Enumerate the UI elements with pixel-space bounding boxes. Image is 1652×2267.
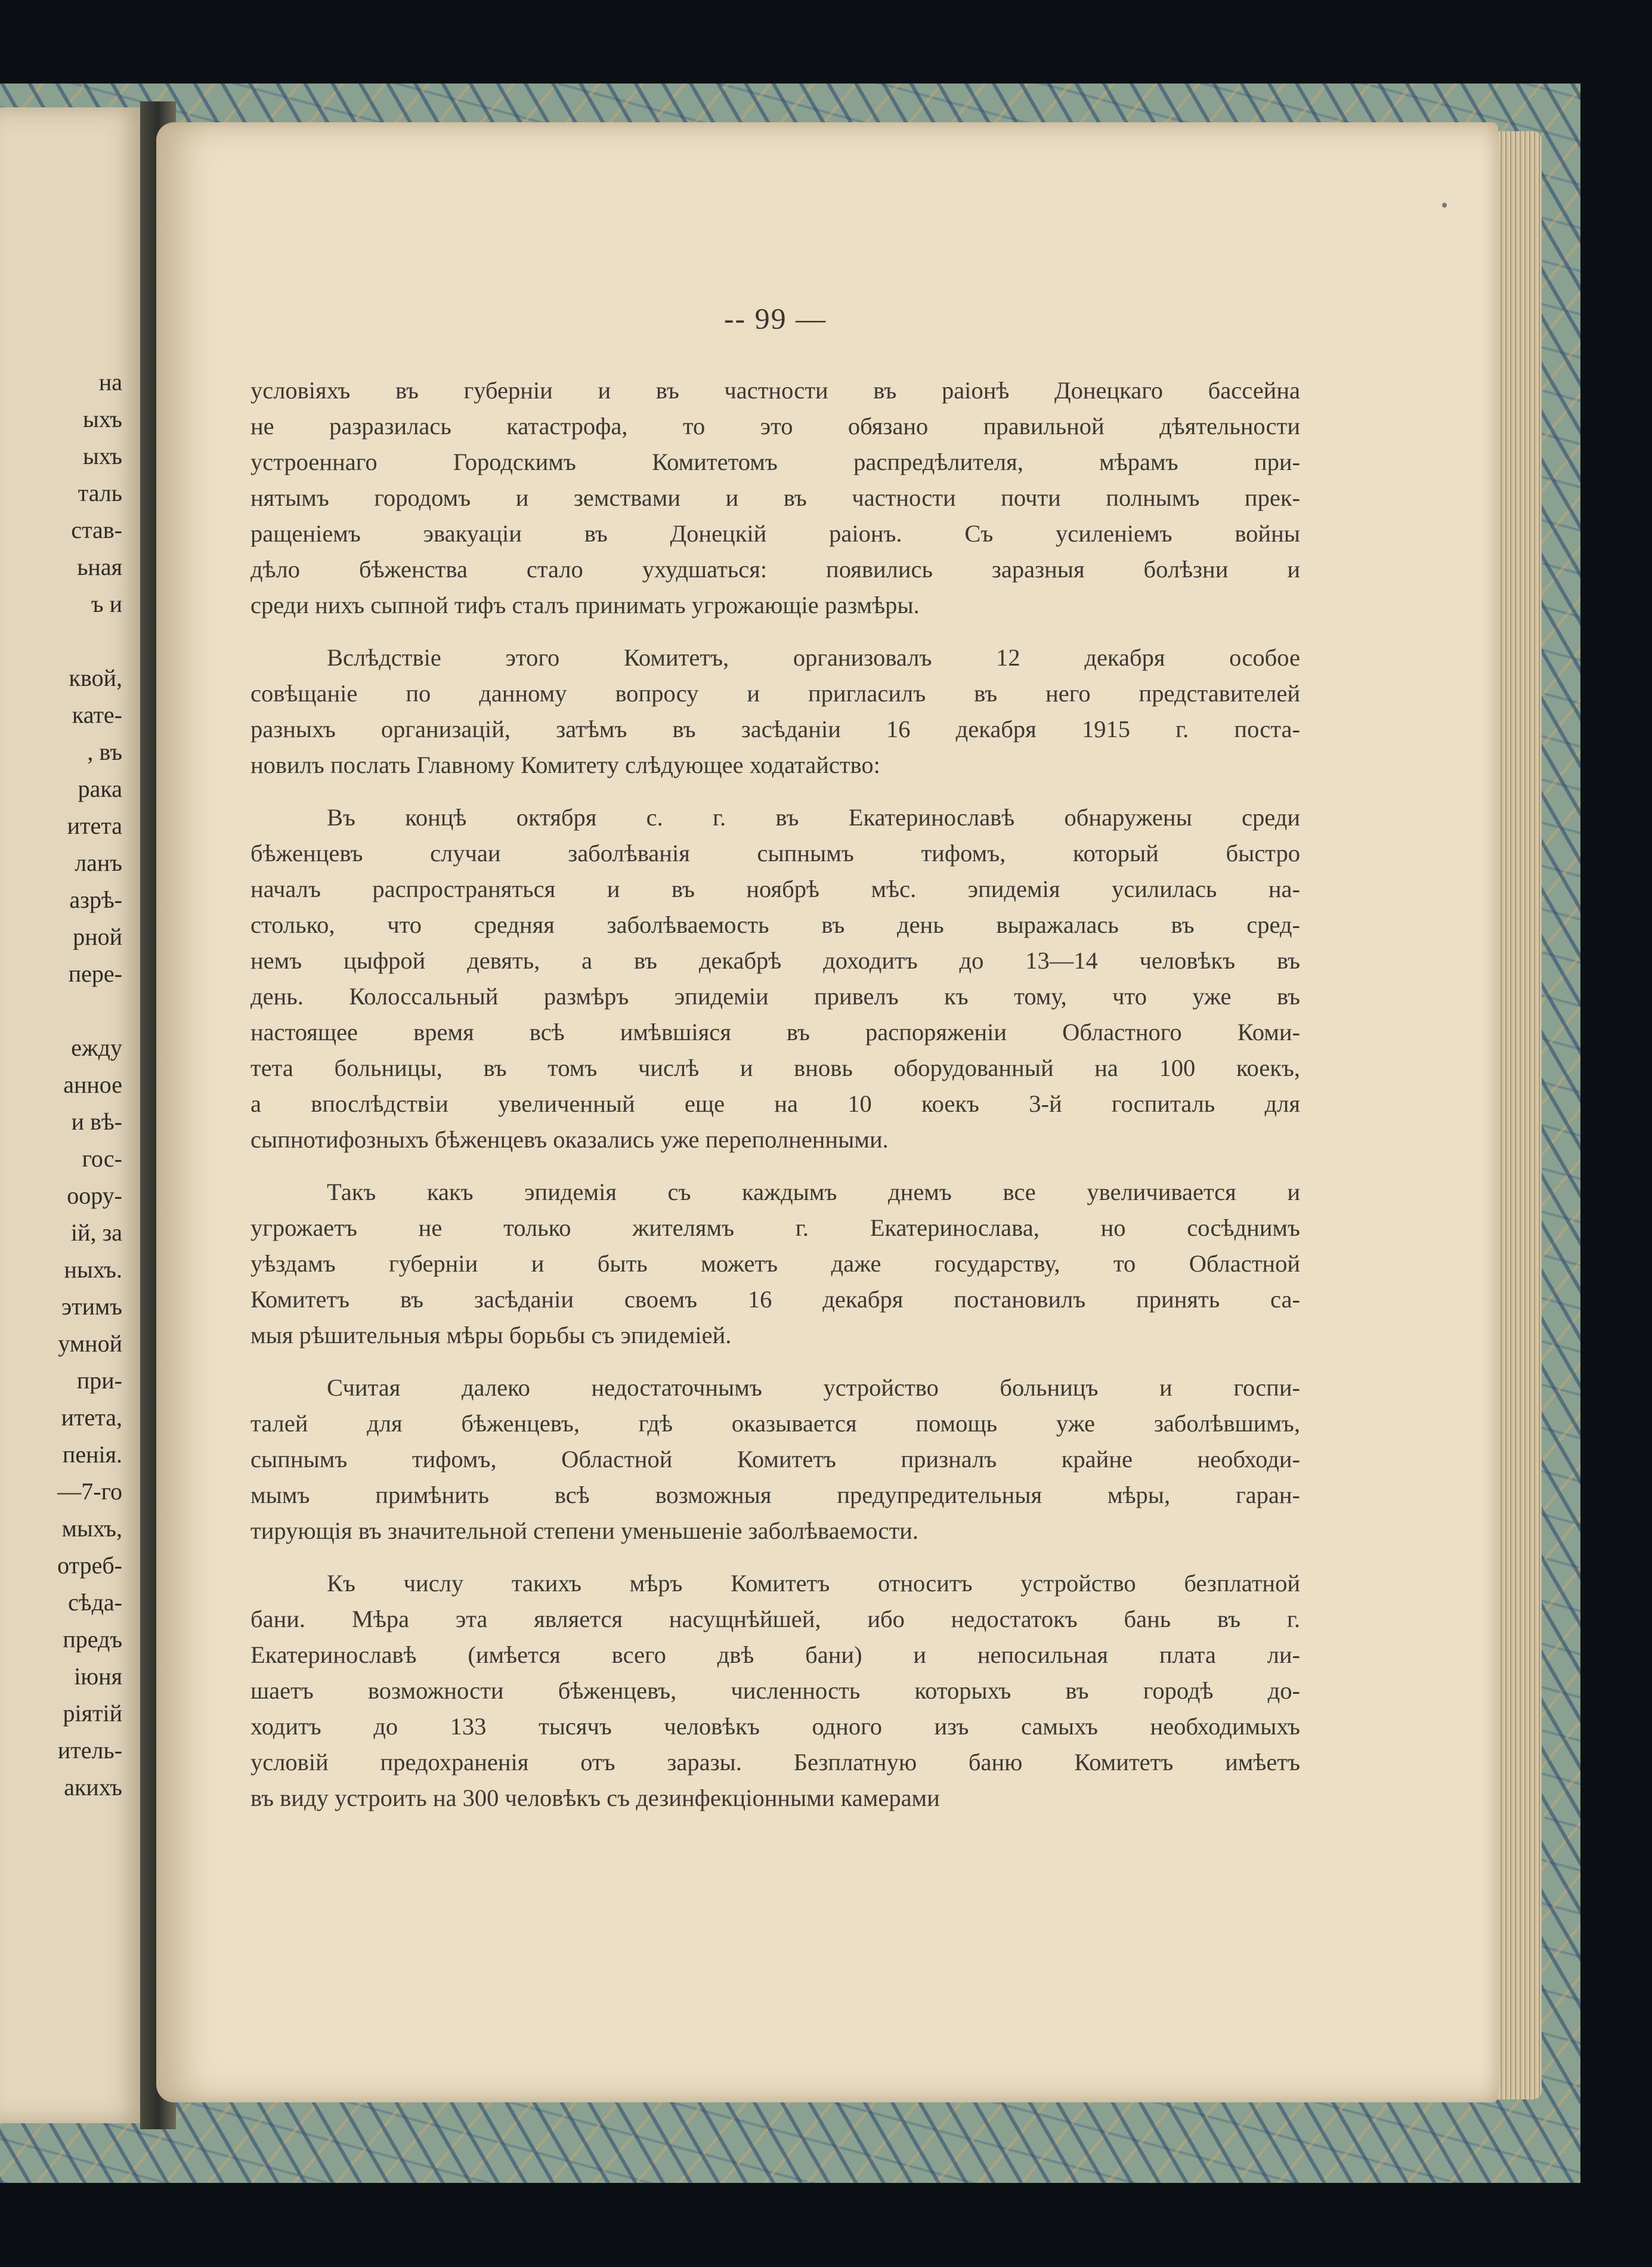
text-line: бани. Мѣра эта является насущнѣйшей, ибо недостатокъ бань въ г. [250,1606,1300,1632]
text-line: совѣщаніе по данному вопросу и пригласилъ въ него представителей [250,680,1300,707]
left-page-fragment: анное [63,1071,122,1098]
text-line: нятымъ городомъ и земствами и въ частности почти полнымъ прек- [250,484,1300,511]
left-page-fragment: кате- [72,701,122,728]
page-speck [1442,203,1447,208]
text-line: новилъ послать Главному Комитету слѣдующее ходатайство: [250,751,880,778]
left-page-fragment: итель- [57,1737,122,1764]
left-page-fragment [0,992,122,1029]
text-line: день. Колоссальный размѣръ эпидеміи привелъ къ тому, что уже въ [250,983,1300,1010]
text-line: угрожаетъ не только жителямъ г. Екатеринослава, но сосѣднимъ [250,1214,1300,1241]
text-line: мымъ примѣнить всѣ возможныя предупредительныя мѣры, гаран- [250,1482,1300,1508]
left-page-fragment: ій, за [70,1219,122,1246]
left-page-fragment: пере- [68,960,122,987]
paragraph [250,1566,1300,1816]
left-page-fragment: ныхъ. [64,1256,122,1283]
left-page-fragment: отреб- [57,1552,122,1579]
text-line: условій предохраненія отъ заразы. Безплатную баню Комитетъ имѣетъ [250,1749,1300,1776]
left-page-fragment: ланъ [75,849,122,876]
text-line: Въ концѣ октября с. г. въ Екатеринославѣ обнаружены среди [327,804,1300,831]
text-line: шаетъ возможности бѣженцевъ, численность которыхъ въ городѣ до- [250,1677,1300,1704]
left-page-fragment: став- [71,517,122,543]
text-line: Считая далеко недостаточнымъ устройство больницъ и госпи- [327,1374,1300,1401]
left-page-fragment: ъ и [91,590,122,617]
left-page-fragment: итета [67,812,122,839]
paragraph [250,1370,1300,1549]
text-line: уѣздамъ губерніи и быть можетъ даже государству, то Областной [250,1250,1300,1277]
text-line: столько, что средняя заболѣваемость въ день выражалась въ сред- [250,911,1300,938]
paragraph [250,640,1300,783]
left-page-fragment: таль [78,480,122,506]
text-line: Такъ какъ эпидемія съ каждымъ днемъ все увеличивается и [327,1179,1300,1205]
text-line: сыпнотифозныхъ бѣженцевъ оказались уже переполненными. [250,1126,889,1153]
left-page-fragment: предъ [63,1626,122,1653]
left-page-fragment: рака [78,775,122,802]
text-line: Къ числу такихъ мѣръ Комитетъ относитъ устройство безплатной [327,1570,1300,1597]
left-page-text-fragments [0,364,122,1806]
text-line: среди нихъ сыпной тифъ сталъ принимать угрожающіе размѣры. [250,592,920,618]
left-page-fragment: при- [76,1367,122,1394]
text-line: бѣженцевъ случаи заболѣванія сыпнымъ тифомъ, который быстро [250,840,1300,867]
page-body [250,373,1300,1833]
paragraph [250,373,1300,623]
text-line: тирующія въ значительной степени уменьшеніе заболѣваемости. [250,1517,918,1544]
left-page-fragment: квой, [69,664,122,691]
left-page-fragment: ыхъ [82,443,122,469]
left-page-fragment: , въ [87,738,122,765]
text-line: ращеніемъ эвакуаціи въ Донецкій раіонъ. Съ усиленіемъ войны [250,520,1300,547]
left-page-fragment: ooру- [67,1182,122,1209]
left-page-fragment: ріятій [63,1700,122,1727]
text-line: Екатеринославѣ (имѣется всего двѣ бани) и непосильная плата ли- [250,1641,1300,1668]
left-page-fragment: рной [73,923,122,950]
left-page-fragment: азрѣ- [69,886,122,913]
text-line: талей для бѣженцевъ, гдѣ оказывается помощь уже заболѣвшимъ, [250,1410,1300,1437]
text-line: ходитъ до 133 тысячъ человѣкъ одного изъ самыхъ необходимыхъ [250,1713,1300,1740]
page-number: -- 99 — [723,302,827,335]
left-page-fragment: —7-го [57,1478,122,1505]
text-line: мыя рѣшительныя мѣры борьбы съ эпидеміей. [250,1322,732,1349]
paragraph [250,800,1300,1158]
text-line: а впослѣдствіи увеличенный еще на 10 коекъ 3-й госпиталь для [250,1090,1300,1117]
left-page-fragment: гос- [82,1145,122,1172]
left-page-fragment: ежду [71,1034,122,1061]
text-line: условіяхъ въ губерніи и въ частности въ раіонѣ Донецкаго бассейна [250,377,1300,404]
left-page-fragment: мыхъ, [61,1515,122,1542]
left-page-fragment [0,623,122,660]
left-page-fragment: акихъ [64,1774,122,1801]
text-line: не разразилась катастрофа, то это обязано правильной дѣятельности [250,413,1300,440]
text-line: устроеннаго Городскимъ Комитетомъ распредѣлителя, мѣрамъ при- [250,449,1300,475]
left-page-fragment: пенія. [62,1441,122,1468]
page-edges [1494,131,1542,2099]
text-line: дѣло бѣженства стало ухудшаться: появились заразныя болѣзни и [250,556,1300,583]
text-line: тета больницы, въ томъ числѣ и вновь оборудованный на 100 коекъ, [250,1054,1300,1081]
left-page-fragment: ьная [77,553,122,580]
text-line: Комитетъ въ засѣданіи своемъ 16 декабря постановилъ принять са- [250,1286,1300,1313]
text-line: Вслѣдствіе этого Комитетъ, организовалъ 12 декабря особое [327,644,1300,671]
text-line: началъ распространяться и въ ноябрѣ мѣс. эпидемія усилилась на- [250,876,1300,902]
left-page-fragment: итета, [61,1404,122,1431]
left-page-fragment: сѣда- [68,1589,122,1616]
left-page-fragment: умной [58,1330,122,1357]
left-page-fragment: ыхъ [82,406,122,432]
left-page-fragment: іюня [74,1663,122,1690]
text-line: разныхъ организацій, затѣмъ въ засѣданіи 16 декабря 1915 г. поста- [250,716,1300,743]
text-line: настоящее время всѣ имѣвшіяся въ распоряженіи Областного Коми- [250,1019,1300,1046]
paragraph [250,1174,1300,1353]
left-page-fragment: и вѣ- [71,1108,122,1135]
left-page-fragment: этимъ [61,1293,122,1320]
text-line: сыпнымъ тифомъ, Областной Комитетъ призналъ крайне необходи- [250,1446,1300,1473]
text-line: немъ цыфрой девять, а въ декабрѣ доходитъ до 13—14 человѣкъ въ [250,947,1300,974]
text-line: въ виду устроить на 300 человѣкъ съ дезинфекціонными камерами [250,1784,940,1811]
left-page-fragment: на [98,369,122,395]
